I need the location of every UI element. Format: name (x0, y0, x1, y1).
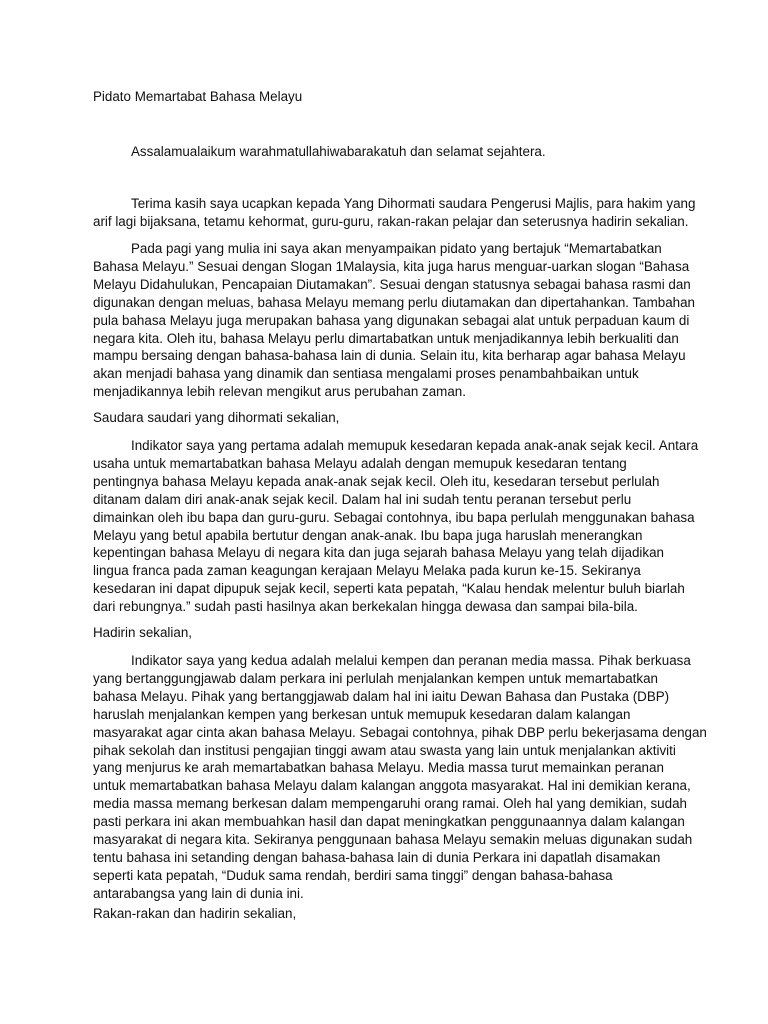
text-line: untuk memartabatkan bahasa Melayu dalam kalangan anggota masyarakat. Hal ini demikian kerana, (93, 778, 691, 794)
text-line: pihak sekolah dan institusi pengajian tinggi awam atau swasta yang lain untuk menjalankan aktiviti (93, 742, 676, 758)
text-line: usaha untuk memartabatkan bahasa Melayu adalah dengan memupuk kesedaran tentang (93, 455, 627, 471)
text-line: Bahasa Melayu.” Sesuai dengan Slogan 1Malaysia, kita juga harus menguar-uarkan slogan “Bahasa (93, 258, 690, 274)
paragraph-introduction (93, 240, 696, 401)
text-line: arif lagi bijaksana, tetamu kehormat, guru-guru, rakan-rakan pelajar dan seterusnya hadirin sekalian. (93, 213, 689, 229)
salutation-rakan (93, 905, 683, 923)
text-line: lingua franca pada zaman keagungan kerajaan Melayu Melaka pada kurun ke-15. Sekiranya (93, 563, 641, 579)
text-line: dimainkan oleh ibu bapa dan guru-guru. Sebagai contohnya, ibu bapa perlulah menggunakan bahasa (93, 509, 695, 525)
text-line: pula bahasa Melayu juga merupakan bahasa yang digunakan sebagai alat untuk perpaduan kaum di (93, 312, 690, 328)
paragraph-indicator-one (93, 437, 699, 616)
text-line: antarabangsa yang lain di dunia ini. (93, 885, 304, 901)
text-line: Terima kasih saya ucapkan kepada Yang Dihormati saudara Pengerusi Majlis, para hakim yang (131, 196, 696, 211)
document-title: Pidato Memartabat Bahasa Melayu (93, 89, 303, 104)
text-line: pentingnya bahasa Melayu kepada anak-anak sejak kecil. Oleh itu, kesedaran tersebut perlulah (93, 473, 660, 489)
text-line: Saudara saudari yang dihormati sekalian, (93, 410, 340, 425)
paragraph-thanks (93, 195, 696, 231)
text-line: bahasa Melayu. Pihak yang bertanggjawab dalam hal ini iaitu Dewan Bahasa dan Pustaka (DBP) (93, 688, 670, 704)
text-line: masyarakat agar cinta akan bahasa Melayu. Sebagai contohnya, pihak DBP perlu bekerjasama dengan (93, 724, 707, 740)
text-line: menjadikannya lebih relevan mengikut arus perubahan zaman. (93, 384, 466, 400)
text-line: pasti perkara ini akan membuahkan hasil dan dapat meningkatkan penggunaannya dalam kalangan (93, 814, 685, 830)
text-line: haruslah menjalankan kempen yang berkesan untuk memupuk kesedaran dalam kalangan (93, 706, 631, 722)
text-line: Pada pagi yang mulia ini saya akan menyampaikan pidato yang bertajuk “Memartabatkan (131, 241, 662, 256)
text-line: yang bertanggungjawab dalam perkara ini perlulah menjalankan kempen untuk memartabatkan (93, 670, 658, 686)
greeting-line: Assalamualaikum warahmatullahiwabarakatuh dan selamat sejahtera. (131, 144, 546, 159)
text-line: digunakan dengan meluas, bahasa Melayu memang perlu diutamakan dan dipertahankan. Tambahan (93, 294, 696, 310)
text-line: Indikator saya yang kedua adalah melalui kempen dan peranan media massa. Pihak berkuasa (131, 653, 691, 668)
salutation-saudara (93, 409, 683, 427)
text-line: Melayu Didahulukan, Pencapaian Diutamakan”. Sesuai dengan statusnya sebagai bahasa rasmi dan (93, 276, 691, 292)
paragraph-indicator-two (93, 652, 707, 903)
text-line: kesedaran ini dapat dipupuk sejak kecil, seperti kata pepatah, “Kalau hendak melentur buluh biarlah (93, 581, 685, 597)
salutation-hadirin (93, 624, 683, 642)
text-line: Hadirin sekalian, (93, 625, 192, 640)
text-line: mampu bersaing dengan bahasa-bahasa lain di dunia. Selain itu, kita berharap agar bahasa Melayu (93, 348, 686, 364)
text-line: akan menjadi bahasa yang dinamik dan sentiasa mengalami proses penambahbaikan untuk (93, 366, 639, 382)
text-line: seperti kata pepatah, “Duduk sama rendah, berdiri sama tinggi” dengan bahasa-bahasa (93, 867, 613, 883)
text-line: negara kita. Oleh itu, bahasa Melayu perlu dimartabatkan untuk menjadikannya lebih berkualiti dan (93, 330, 679, 346)
text-line: dari rebungnya.” sudah pasti hasilnya akan berkekalan hingga dewasa dan sampai bila-bila. (93, 599, 638, 615)
text-line: kepentingan bahasa Melayu di negara kita dan juga sejarah bahasa Melayu yang telah dijadikan (93, 545, 664, 561)
text-line: masyarakat di negara kita. Sekiranya penggunaan bahasa Melayu semakin meluas digunakan sudah (93, 832, 693, 848)
text-line: tentu bahasa ini setanding dengan bahasa-bahasa lain di dunia Perkara ini dapatlah disamakan (93, 849, 661, 865)
text-line: Rakan-rakan dan hadirin sekalian, (93, 906, 297, 921)
text-line: media massa memang berkesan dalam mempengaruhi orang ramai. Oleh hal yang demikian, sudah (93, 796, 687, 812)
text-line: ditanam dalam diri anak-anak sejak kecil. Dalam hal ini sudah tentu peranan tersebut perlu (93, 491, 632, 507)
text-line: yang menjurus ke arah memartabatkan bahasa Melayu. Media massa turut memainkan peranan (93, 760, 664, 776)
text-line: Indikator saya yang pertama adalah memupuk kesedaran kepada anak-anak sejak kecil. Antara (131, 438, 699, 453)
text-line: Melayu yang betul apabila bertutur dengan anak-anak. Ibu bapa juga haruslah menerangkan (93, 527, 643, 543)
